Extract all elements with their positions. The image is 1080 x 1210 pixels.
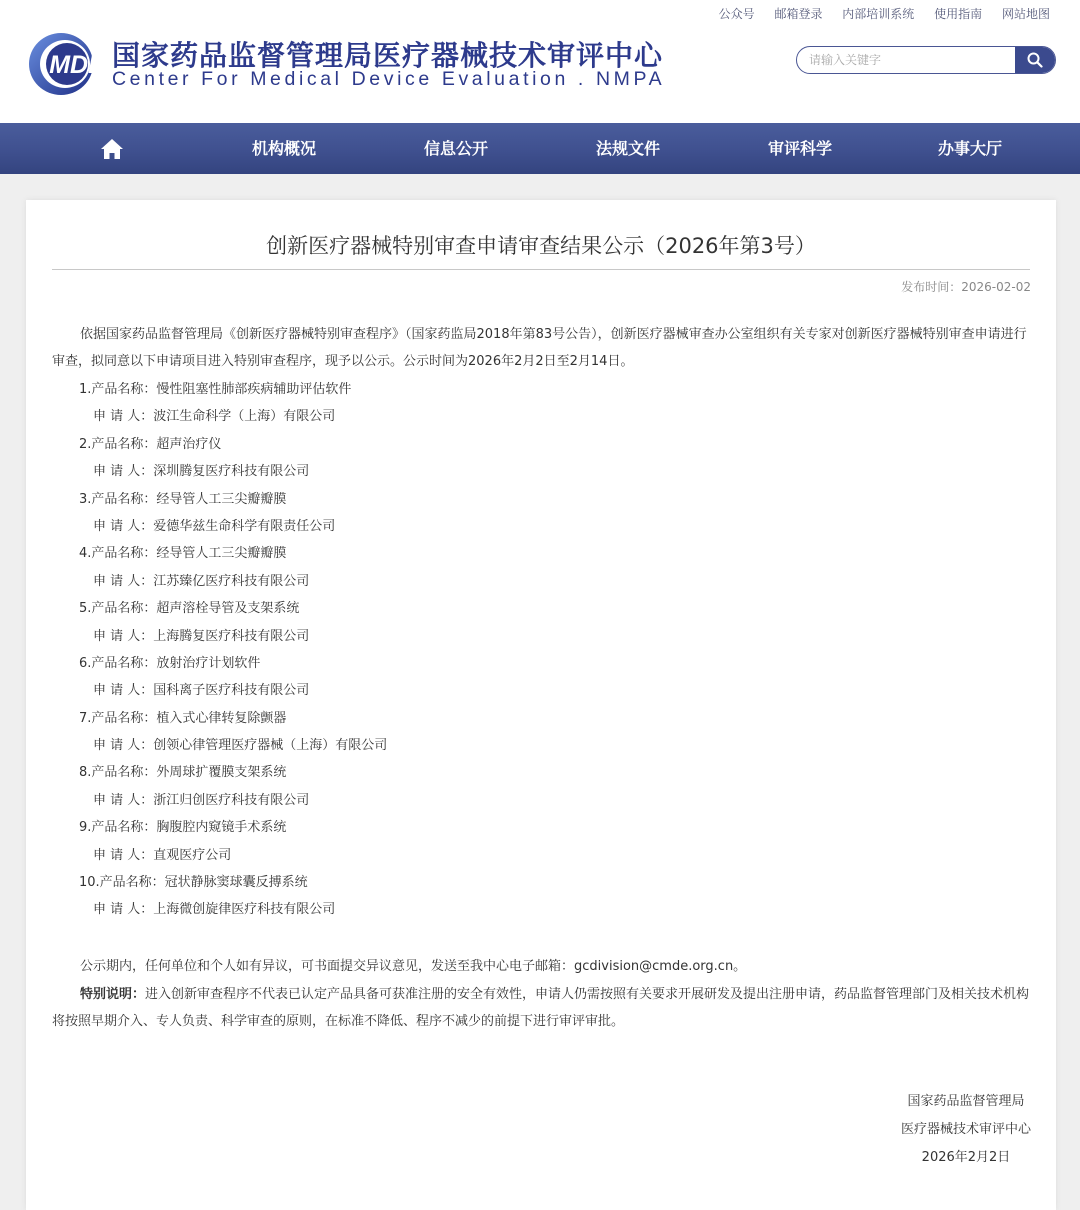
product-name-5: 5.产品名称：超声溶栓导管及支架系统 bbox=[79, 601, 300, 617]
signature-block bbox=[901, 1088, 1031, 1172]
signature-center: 医疗器械技术审评中心 bbox=[900, 1122, 1031, 1137]
search-icon bbox=[1027, 52, 1043, 68]
title-divider bbox=[52, 269, 1030, 270]
nav-item-about[interactable]: 机构概况 bbox=[251, 139, 316, 158]
top-link-mail-login[interactable]: 邮箱登录 bbox=[774, 7, 823, 21]
objection-paragraph: 公示期内，任何单位和个人如有异议，可书面提交异议意见，发送至我中心电子邮箱：gcdivision@cmde.org.cn。 bbox=[80, 959, 747, 974]
special-note-label: 特别说明： bbox=[80, 986, 146, 1002]
applicant-1: 申 请 人：波江生命科学（上海）有限公司 bbox=[93, 409, 336, 425]
article-title: 创新医疗器械特别审查申请审查结果公示（2026年第3号） bbox=[266, 234, 816, 258]
nav-home[interactable] bbox=[26, 123, 198, 174]
product-name-1: 1.产品名称：慢性阻塞性肺部疾病辅助评估软件 bbox=[79, 382, 352, 397]
publish-date: 发布时间：2026-02-02 bbox=[901, 280, 1031, 294]
home-icon bbox=[100, 138, 124, 160]
mde-logo-icon[interactable] bbox=[28, 30, 108, 96]
nav-item-regulations[interactable]: 法规文件 bbox=[595, 139, 660, 158]
product-name-8: 8.产品名称：外周球扩覆膜支架系统 bbox=[79, 765, 287, 781]
product-name-4: 4.产品名称：经导管人工三尖瓣瓣膜 bbox=[79, 546, 287, 562]
applicant-8: 申 请 人：浙江归创医疗科技有限公司 bbox=[93, 792, 310, 808]
site-title-en: Center For Medical Device Evaluation . NMPA bbox=[112, 68, 666, 90]
logo-mark-text: MDE bbox=[49, 51, 105, 79]
product-name-9: 9.产品名称：胸腹腔内窥镜手术系统 bbox=[79, 820, 287, 836]
signature-date: 2026年2月2日 bbox=[921, 1150, 1011, 1165]
top-link-training-system[interactable]: 内部培训系统 bbox=[842, 7, 915, 21]
applicant-4: 申 请 人：江苏臻亿医疗科技有限公司 bbox=[93, 573, 310, 589]
applicant-9: 申 请 人：直观医疗公司 bbox=[93, 847, 232, 863]
search-input[interactable] bbox=[809, 47, 1009, 73]
application-list bbox=[52, 376, 1030, 924]
top-link-wechat[interactable]: 公众号 bbox=[718, 7, 755, 21]
product-name-3: 3.产品名称：经导管人工三尖瓣瓣膜 bbox=[79, 491, 287, 507]
nav-item-science[interactable]: 审评科学 bbox=[767, 139, 832, 158]
product-name-2: 2.产品名称：超声治疗仪 bbox=[79, 436, 222, 452]
applicant-3: 申 请 人：爱德华兹生命科学有限责任公司 bbox=[93, 518, 336, 534]
top-link-sitemap[interactable]: 网站地图 bbox=[1001, 7, 1050, 21]
applicant-7: 申 请 人：创领心律管理医疗器械（上海）有限公司 bbox=[93, 738, 388, 754]
applicant-5: 申 请 人：上海腾复医疗科技有限公司 bbox=[93, 628, 310, 644]
nav-item-info[interactable]: 信息公开 bbox=[423, 139, 488, 158]
site-header bbox=[0, 0, 1080, 123]
article-intro: 依据国家药品监督管理局《创新医疗器械特别审查程序》（国家药监局2018年第83号公告），创新医疗器械审查办公室组织有关专家对创新医疗器械特别审查申请进行审查，拟同意以下申请项目进入特别审查程序，现予以公示。公示时间为2026年2月2日至2月14日。 bbox=[52, 327, 1027, 369]
notice-section bbox=[52, 953, 1030, 1036]
search-button[interactable] bbox=[1015, 47, 1055, 73]
applicant-2: 申 请 人：深圳腾复医疗科技有限公司 bbox=[93, 464, 310, 480]
top-links bbox=[703, 5, 1050, 22]
product-name-7: 7.产品名称：植入式心律转复除颤器 bbox=[79, 710, 287, 726]
top-link-user-guide[interactable]: 使用指南 bbox=[934, 7, 983, 21]
site-title-cn: 国家药品监督管理局医疗器械技术审评中心 bbox=[112, 39, 664, 72]
product-name-10: 10.产品名称：冠状静脉窦球囊反搏系统 bbox=[79, 875, 308, 891]
applicant-6: 申 请 人：国科离子医疗科技有限公司 bbox=[93, 683, 310, 699]
signature-org: 国家药品监督管理局 bbox=[907, 1094, 1025, 1109]
special-note-paragraph bbox=[52, 981, 1030, 1036]
nav-item-services[interactable]: 办事大厅 bbox=[937, 139, 1002, 158]
applicant-10: 申 请 人：上海微创旋律医疗科技有限公司 bbox=[93, 902, 336, 918]
product-name-6: 6.产品名称：放射治疗计划软件 bbox=[79, 655, 261, 671]
search-box bbox=[796, 46, 1056, 74]
main-nav bbox=[0, 123, 1080, 174]
special-note-text: 进入创新审查程序不代表已认定产品具备可获准注册的安全有效性，申请人仍需按照有关要求开展研发及提出注册申请，药品监督管理部门及相关技术机构将按照早期介入、专人负责、科学审查的原则，在标准不降低、程序不减少的前提下进行审评审批。 bbox=[52, 986, 1030, 1029]
article-card bbox=[26, 200, 1056, 1210]
